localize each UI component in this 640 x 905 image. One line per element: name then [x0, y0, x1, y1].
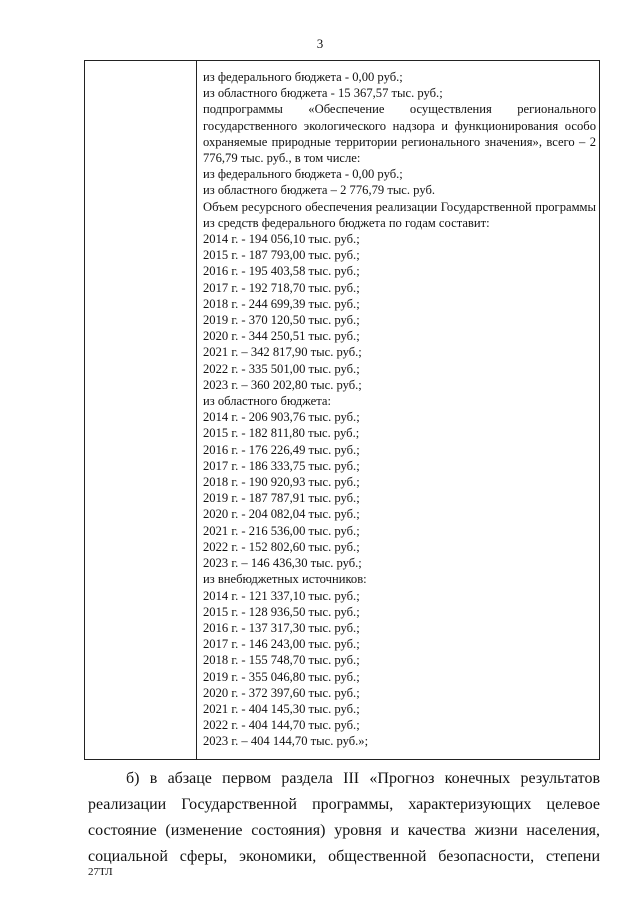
regional-heading: из областного бюджета: [203, 394, 332, 409]
regional-year-line: 2020 г. - 204 082,04 тыс. руб.; [203, 507, 360, 522]
federal-year-line: 2023 г. – 360 202,80 тыс. руб.; [203, 377, 362, 392]
extrabudget-year-line: 2018 г. - 155 748,70 тыс. руб.; [203, 653, 360, 668]
regional-year-line: 2023 г. – 146 436,30 тыс. руб.; [203, 556, 362, 571]
federal-year-line: 2015 г. - 187 793,00 тыс. руб.; [203, 248, 360, 263]
extrabudget-year-line: 2021 г. - 404 145,30 тыс. руб.; [203, 701, 360, 716]
extrabudget-year-line: 2014 г. - 121 337,10 тыс. руб.; [203, 588, 360, 603]
regional-year-line: 2022 г. - 152 802,60 тыс. руб.; [203, 539, 360, 554]
federal-year-line: 2021 г. – 342 817,90 тыс. руб.; [203, 345, 362, 360]
regional-year-line: 2021 г. - 216 536,00 тыс. руб.; [203, 523, 360, 538]
extrabudget-year-line: 2015 г. - 128 936,50 тыс. руб.; [203, 604, 360, 619]
regional-year-line: 2018 г. - 190 920,93 тыс. руб.; [203, 475, 360, 490]
extrabudget-year-line: 2019 г. - 355 046,80 тыс. руб.; [203, 669, 360, 684]
body-paragraph: б) в абзаце первом раздела III «Прогноз конечных результатов реализации Государственной программы, характеризующих целевое состояние (изменение состояния) уровня и качества жизни населения, социальной сферы, экономики, общественной безопасности, степени [88, 770, 600, 865]
federal-year-line: 2018 г. - 244 699,39 тыс. руб.; [203, 296, 360, 311]
federal-year-line: 2022 г. - 335 501,00 тыс. руб.; [203, 361, 360, 376]
regional-year-line: 2016 г. - 176 226,49 тыс. руб.; [203, 442, 360, 457]
regional-year-line: 2015 г. - 182 811,80 тыс. руб.; [203, 426, 360, 441]
extrabudget-year-line: 2016 г. - 137 317,30 тыс. руб.; [203, 620, 360, 635]
regional-year-line: 2014 г. - 206 903,76 тыс. руб.; [203, 410, 360, 425]
text-line: из федерального бюджета - 0,00 руб.; [203, 167, 403, 182]
federal-year-line: 2019 г. - 370 120,50 тыс. руб.; [203, 313, 360, 328]
extrabudget-year-line: 2022 г. - 404 144,70 тыс. руб.; [203, 718, 360, 733]
body-text [88, 766, 600, 870]
federal-year-line: 2016 г. - 195 403,58 тыс. руб.; [203, 264, 360, 279]
extrabudget-year-line: 2020 г. - 372 397,60 тыс. руб.; [203, 685, 360, 700]
text-line: из областного бюджета – 2 776,79 тыс. руб. [203, 183, 435, 198]
text-line: из областного бюджета - 15 367,57 тыс. руб.; [203, 86, 443, 101]
regional-year-line: 2019 г. - 187 787,91 тыс. руб.; [203, 491, 360, 506]
extrabudget-heading: из внебюджетных источников: [203, 572, 367, 587]
table-content-cell [203, 69, 596, 750]
text-line: из федерального бюджета - 0,00 руб.; [203, 70, 403, 84]
federal-year-line: 2017 г. - 192 718,70 тыс. руб.; [203, 280, 360, 295]
federal-intro-paragraph: Объем ресурсного обеспечения реализации Государственной программы из средств федерального бюджета по годам составит: [203, 199, 596, 230]
table-column-divider [196, 60, 197, 760]
regional-year-line: 2017 г. - 186 333,75 тыс. руб.; [203, 458, 360, 473]
subprogram-paragraph: подпрограммы «Обеспечение осуществления регионального государственного экологического надзора и функционирования особо охраняемые природные территории регионального значения», всего – 2 776,79 тыс. руб., в том числе: [203, 102, 596, 166]
extrabudget-year-line: 2017 г. - 146 243,00 тыс. руб.; [203, 637, 360, 652]
federal-year-line: 2014 г. - 194 056,10 тыс. руб.; [203, 232, 360, 247]
footer-code: 27ТЛ [88, 866, 113, 878]
extrabudget-year-line: 2023 г. – 404 144,70 тыс. руб.»; [203, 734, 369, 749]
federal-year-line: 2020 г. - 344 250,51 тыс. руб.; [203, 329, 360, 344]
page-number: 3 [316, 36, 324, 51]
